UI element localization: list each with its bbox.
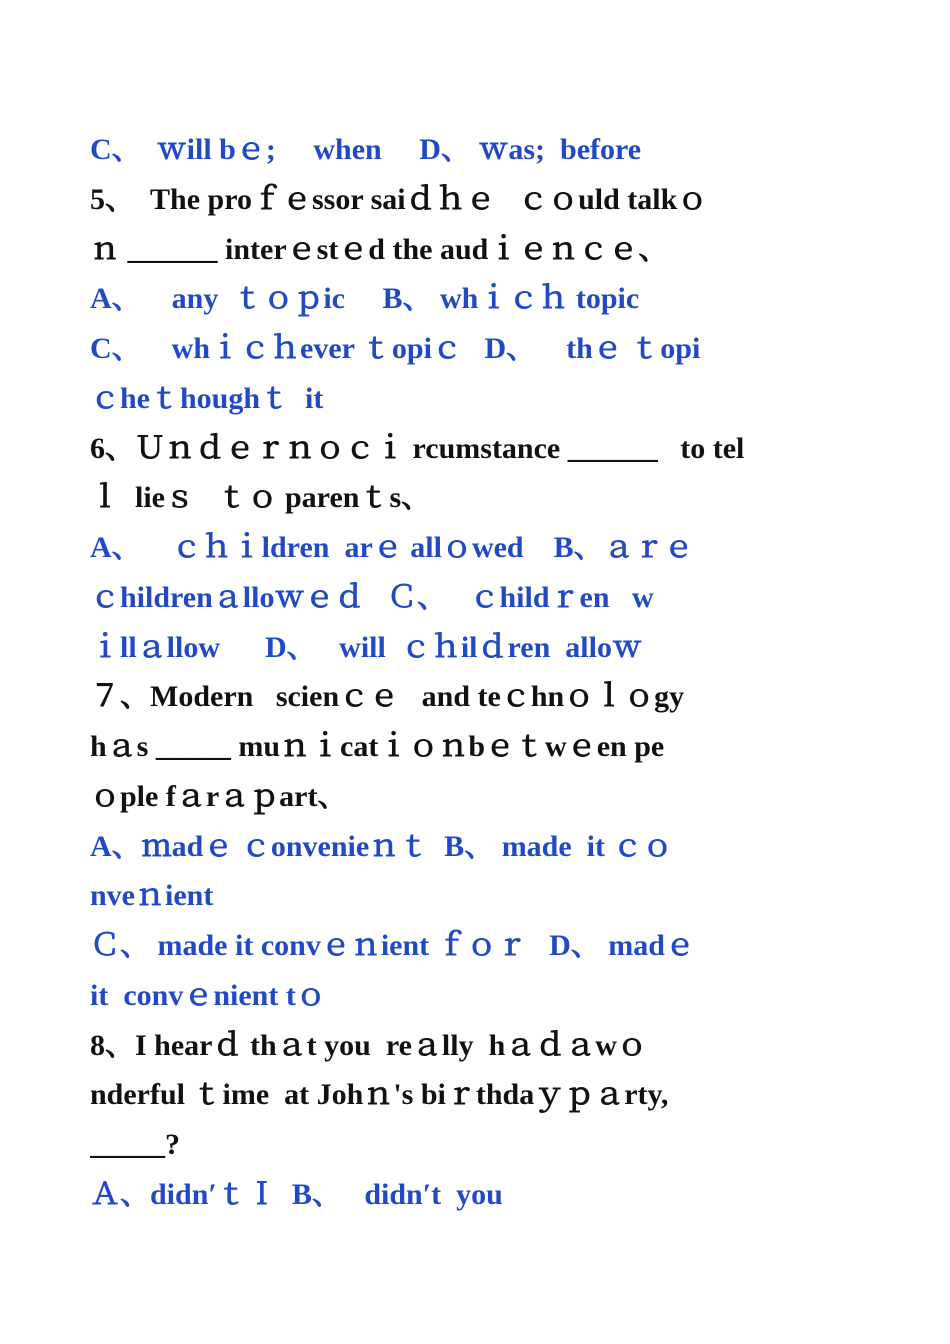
- text-line: A、 ｃｈｉldren arｅ allｏwed B、ａｒｅ: [90, 531, 694, 564]
- text-line: ｌ lieｓ ｔｏ parenｔs、: [90, 481, 432, 514]
- text-line: Ａ、didn′ｔＩ B、 didn′t you: [90, 1178, 503, 1211]
- text-line: nveｎient: [90, 879, 214, 912]
- text-line: ｃhildrenａlloｗｅｄ Ｃ、 ｃhildｒen w: [90, 581, 654, 614]
- text-line: Ｃ、 made it convｅｎient ｆｏｒ D、 madｅ: [90, 929, 695, 962]
- text-line: ｃheｔhoughｔ it: [90, 382, 324, 415]
- text-line: 5、 The proｆｅssor saiｄｈｅ ｃｏuld talkｏ: [90, 183, 708, 216]
- text-line: C、 whｉｃｈever ｔopiｃ D、 thｅ ｔopi: [90, 332, 701, 365]
- text-line: A、ｍadｅ ｃonvenieｎｔ B、 made it ｃｏ: [90, 830, 673, 863]
- text-line: _____?: [90, 1128, 180, 1161]
- text-line: 8、I hearｄ thａt you reａlly hａｄａwｏ: [90, 1029, 647, 1062]
- text-line: hａs _____ muｎｉcatｉｏｎbｅｔwｅen pe: [90, 730, 665, 763]
- text-line: nderful ｔime at Johｎ's biｒthdaｙｐａrty,: [90, 1078, 669, 1111]
- text-line: A、 any ｔｏｐic B、 whｉｃｈ topic: [90, 282, 640, 315]
- text-line: ｉllａllow D、 will ｃｈilｄren alloｗ: [90, 631, 642, 664]
- text-line: ｎ ______ interｅstｅd the audｉｅｎｃｅ、: [90, 233, 669, 266]
- text-line: ７、Modern scienｃｅ and teｃhnｏｌｏgy: [90, 680, 685, 713]
- text-line: 6、Ｕｎｄｅｒｎｏｃｉ rcumstance ______ to tel: [90, 432, 745, 465]
- text-line: C、 ｗill bｅ; when D、 ｗas; before: [90, 133, 642, 166]
- text-line: ｏple fａrａｐart、: [90, 780, 348, 813]
- text-line: it convｅnient tｏ: [90, 979, 326, 1012]
